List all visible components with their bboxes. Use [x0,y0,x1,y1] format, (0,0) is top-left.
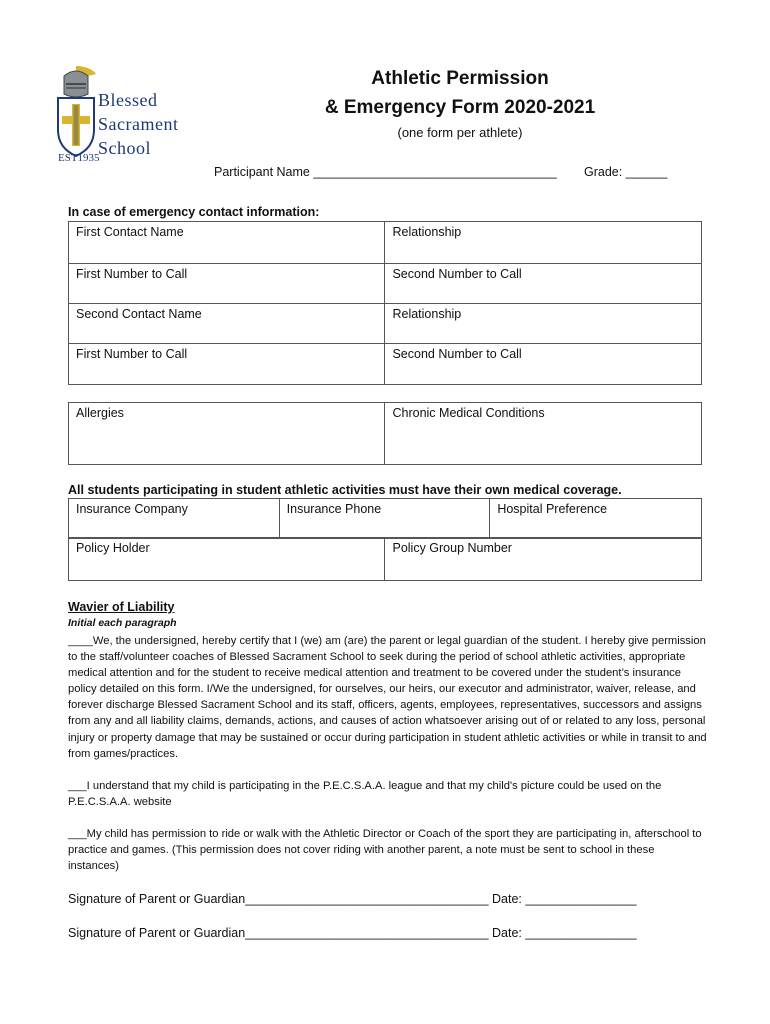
insurance-heading: All students participating in student athletic activities must have their own medical coverage. [68,483,622,497]
date-label: Date: [492,926,522,940]
emergency-contact-table [68,221,702,385]
first-relationship-cell[interactable]: Relationship [385,222,702,264]
second-contact-name-cell[interactable]: Second Contact Name [69,304,385,344]
second-contact-number1-cell[interactable]: First Number to Call [69,344,385,385]
waiver-paragraph-2: ___I understand that my child is participating in the P.E.C.S.A.A. league and that my child's picture could be used on the P.E.C.S.A.A. website [68,780,662,809]
logo-text-line3: School [98,138,152,158]
date-field[interactable]: ________________ [525,892,637,906]
first-contact-number1-cell[interactable]: First Number to Call [69,264,385,304]
signature-field[interactable]: ___________________________________ [245,926,489,940]
policy-holder-cell[interactable]: Policy Holder [69,538,385,581]
allergies-cell[interactable]: Allergies [69,403,385,465]
table-row [69,222,702,264]
form-title-line1: Athletic Permission [371,68,549,89]
second-relationship-cell[interactable]: Relationship [385,304,702,344]
knight-shield-icon [52,64,100,164]
table-row [69,304,702,344]
participant-name-label: Participant Name [214,165,310,179]
signature-line-2 [68,926,637,940]
table-row [69,538,702,581]
emergency-heading: In case of emergency contact information: [68,205,320,219]
medical-table [68,402,702,465]
second-contact-number2-cell[interactable]: Second Number to Call [385,344,702,385]
participant-name-field[interactable]: ___________________________________ [313,165,557,179]
table-row [69,264,702,304]
date-field[interactable]: ________________ [525,926,637,940]
insurance-phone-cell[interactable]: Insurance Phone [279,499,490,539]
form-subtitle: (one form per athlete) [397,125,523,140]
logo-text-line2: Sacrament [98,114,179,134]
grade-field[interactable]: ______ [625,165,668,179]
policy-group-number-cell[interactable]: Policy Group Number [385,538,702,581]
logo-text-line1: Blessed [98,90,158,110]
grade-line [584,165,667,179]
first-contact-name-cell[interactable]: First Contact Name [69,222,385,264]
chronic-conditions-cell[interactable]: Chronic Medical Conditions [385,403,702,465]
waiver-instruction: Initial each paragraph [68,617,177,629]
table-row [69,499,702,539]
form-title-line2: & Emergency Form 2020-2021 [324,97,596,118]
waiver-paragraph-3: ___My child has permission to ride or walk with the Athletic Director or Coach of the sport they are participating in, afterschool to practice and games. (This permission does not cover riding with another parent, a note must be sent to school in these instances) [68,828,702,873]
insurance-table-row2 [68,537,702,581]
school-logo [52,64,212,168]
waiver-paragraph-1: ____We, the undersigned, hereby certify that I (we) am (are) the parent or legal guardian of the student. I hereby give permission to the staff/volunteer coaches of Blessed Sacrament School to seek during the period of school athletic activities, appropriate medical attention and for the student to receive medical attention and treatment to be covered under the student’s insurance policy detailed on this form. I/We the undersigned, for ourselves, our heirs, our executor and administrator, waiver, release, and forever discharge Blessed Sacrament School and its staff, officers, agents, employees, representatives, successors and assigns from any and all liability claims, demands, actions, and causes of action whatsoever arising out of or related to any loss, personal injury or property damage that may be sustained or occur during participation in student athletic activities or while in transit to and from games/practices. [68,635,707,760]
insurance-table-row1 [68,498,702,539]
signature-label: Signature of Parent or Guardian [68,926,246,940]
participant-line [214,165,557,179]
table-row [69,344,702,385]
table-row [69,403,702,465]
signature-line-1 [68,892,637,906]
signature-label: Signature of Parent or Guardian [68,892,246,906]
signature-field[interactable]: ___________________________________ [245,892,489,906]
date-label: Date: [492,892,522,906]
hospital-preference-cell[interactable]: Hospital Preference [490,499,702,539]
grade-label: Grade: [584,165,623,179]
waiver-heading: Wavier of Liability [68,600,175,614]
logo-est: EST1935 [58,152,100,164]
first-contact-number2-cell[interactable]: Second Number to Call [385,264,702,304]
insurance-company-cell[interactable]: Insurance Company [69,499,280,539]
